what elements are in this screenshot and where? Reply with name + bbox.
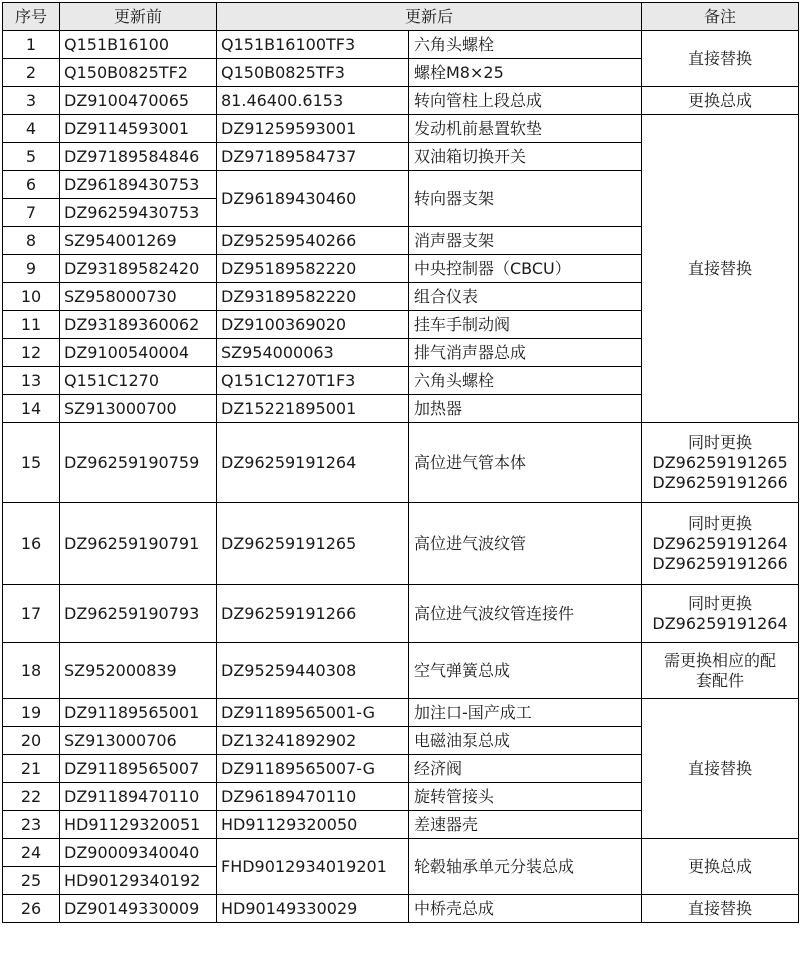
code-before: SZ913000700: [60, 395, 217, 423]
code-before: DZ91189565007: [60, 755, 217, 783]
code-before: Q151C1270: [60, 367, 217, 395]
row-index: 9: [3, 255, 60, 283]
table-row: [3, 585, 799, 643]
part-name: 高位进气波纹管连接件: [409, 585, 642, 643]
note-line: DZ96259191264: [652, 613, 788, 633]
code-after: DZ96259191264: [217, 423, 409, 503]
part-name: 高位进气管本体: [409, 423, 642, 503]
code-after: DZ95189582220: [217, 255, 409, 283]
code-after: HD91129320050: [217, 811, 409, 839]
code-before: DZ96259190759: [60, 423, 217, 503]
row-index: 8: [3, 227, 60, 255]
row-index: 2: [3, 59, 60, 87]
note-line: 同时更换: [688, 513, 753, 533]
part-name: 转向管柱上段总成: [409, 87, 642, 115]
note-cell: 直接替换: [642, 115, 799, 423]
table-row: [3, 115, 799, 143]
code-after: DZ96189430460: [217, 171, 409, 227]
header-note: 备注: [642, 3, 799, 31]
code-after: DZ13241892902: [217, 727, 409, 755]
code-before: Q150B0825TF2: [60, 59, 217, 87]
row-index: 1: [3, 31, 60, 59]
code-after: Q150B0825TF3: [217, 59, 409, 87]
code-before: DZ96259430753: [60, 199, 217, 227]
code-after: DZ93189582220: [217, 283, 409, 311]
code-after: DZ91259593001: [217, 115, 409, 143]
part-name: 电磁油泵总成: [409, 727, 642, 755]
row-index: 24: [3, 839, 60, 867]
part-name: 螺栓M8×25: [409, 59, 642, 87]
row-index: 20: [3, 727, 60, 755]
code-after: DZ95259540266: [217, 227, 409, 255]
note-line: DZ96259191264: [652, 533, 788, 553]
note-cell: 直接替换: [642, 699, 799, 839]
code-after: DZ9100369020: [217, 311, 409, 339]
row-index: 6: [3, 171, 60, 199]
table-row: [3, 895, 799, 923]
code-before: DZ96259190791: [60, 503, 217, 585]
part-name: 空气弹簧总成: [409, 643, 642, 699]
header-after: 更新后: [217, 3, 642, 31]
row-index: 22: [3, 783, 60, 811]
code-before: Q151B16100: [60, 31, 217, 59]
code-before: DZ97189584846: [60, 143, 217, 171]
note-cell: [642, 643, 799, 699]
code-before: DZ93189360062: [60, 311, 217, 339]
note-line: 需更换相应的配: [664, 650, 777, 670]
note-cell: 直接替换: [642, 895, 799, 923]
note-cell: [642, 503, 799, 585]
code-before: DZ90149330009: [60, 895, 217, 923]
code-before: DZ91189470110: [60, 783, 217, 811]
table-row: [3, 87, 799, 115]
code-before: DZ90009340040: [60, 839, 217, 867]
code-after: SZ954000063: [217, 339, 409, 367]
row-index: 7: [3, 199, 60, 227]
row-index: 10: [3, 283, 60, 311]
row-index: 18: [3, 643, 60, 699]
part-name: 发动机前悬置软垫: [409, 115, 642, 143]
code-before: DZ96189430753: [60, 171, 217, 199]
parts-update-table: [2, 2, 799, 923]
table-row: [3, 423, 799, 503]
note-cell: 更换总成: [642, 839, 799, 895]
part-name: 轮毂轴承单元分装总成: [409, 839, 642, 895]
part-name: 高位进气波纹管: [409, 503, 642, 585]
part-name: 旋转管接头: [409, 783, 642, 811]
code-after: DZ96259191265: [217, 503, 409, 585]
row-index: 4: [3, 115, 60, 143]
header-row: [3, 3, 799, 31]
row-index: 19: [3, 699, 60, 727]
note-line: 套配件: [696, 670, 745, 690]
part-name: 组合仪表: [409, 283, 642, 311]
part-name: 六角头螺栓: [409, 31, 642, 59]
row-index: 15: [3, 423, 60, 503]
code-after: DZ96189470110: [217, 783, 409, 811]
table-row: [3, 31, 799, 59]
note-cell: 直接替换: [642, 31, 799, 87]
code-before: SZ954001269: [60, 227, 217, 255]
note-line: DZ96259191266: [652, 553, 788, 573]
row-index: 21: [3, 755, 60, 783]
code-before: SZ952000839: [60, 643, 217, 699]
note-line: DZ96259191265: [652, 452, 788, 472]
row-index: 23: [3, 811, 60, 839]
note-cell: 更换总成: [642, 87, 799, 115]
table-row: [3, 839, 799, 867]
code-after: DZ97189584737: [217, 143, 409, 171]
code-after: Q151B16100TF3: [217, 31, 409, 59]
code-after: DZ91189565001-G: [217, 699, 409, 727]
note-line: 同时更换: [688, 432, 753, 452]
part-name: 挂车手制动阀: [409, 311, 642, 339]
part-name: 中桥壳总成: [409, 895, 642, 923]
code-after: DZ95259440308: [217, 643, 409, 699]
table-row: [3, 643, 799, 699]
header-before: 更新前: [60, 3, 217, 31]
note-cell: [642, 423, 799, 503]
part-name: 差速器壳: [409, 811, 642, 839]
part-name: 加热器: [409, 395, 642, 423]
code-before: DZ9114593001: [60, 115, 217, 143]
code-after: 81.46400.6153: [217, 87, 409, 115]
code-after: Q151C1270T1F3: [217, 367, 409, 395]
part-name: 消声器支架: [409, 227, 642, 255]
code-before: DZ96259190793: [60, 585, 217, 643]
code-after: DZ15221895001: [217, 395, 409, 423]
code-before: SZ958000730: [60, 283, 217, 311]
table-row: [3, 503, 799, 585]
table-row: [3, 699, 799, 727]
row-index: 17: [3, 585, 60, 643]
part-name: 加注口-国产成工: [409, 699, 642, 727]
code-before: DZ9100540004: [60, 339, 217, 367]
row-index: 5: [3, 143, 60, 171]
note-line: 同时更换: [688, 593, 753, 613]
part-name: 转向器支架: [409, 171, 642, 227]
code-before: DZ93189582420: [60, 255, 217, 283]
code-after: DZ96259191266: [217, 585, 409, 643]
code-before: HD91129320051: [60, 811, 217, 839]
code-before: SZ913000706: [60, 727, 217, 755]
code-before: DZ91189565001: [60, 699, 217, 727]
code-after: FHD9012934019201: [217, 839, 409, 895]
row-index: 3: [3, 87, 60, 115]
code-after: HD90149330029: [217, 895, 409, 923]
part-name: 经济阀: [409, 755, 642, 783]
row-index: 26: [3, 895, 60, 923]
row-index: 13: [3, 367, 60, 395]
code-before: HD90129340192: [60, 867, 217, 895]
row-index: 16: [3, 503, 60, 585]
part-name: 六角头螺栓: [409, 367, 642, 395]
code-after: DZ91189565007-G: [217, 755, 409, 783]
row-index: 11: [3, 311, 60, 339]
note-line: DZ96259191266: [652, 472, 788, 492]
row-index: 12: [3, 339, 60, 367]
row-index: 25: [3, 867, 60, 895]
row-index: 14: [3, 395, 60, 423]
part-name: 双油箱切换开关: [409, 143, 642, 171]
code-before: DZ9100470065: [60, 87, 217, 115]
note-cell: [642, 585, 799, 643]
part-name: 排气消声器总成: [409, 339, 642, 367]
header-index: 序号: [3, 3, 60, 31]
part-name: 中央控制器（CBCU）: [409, 255, 642, 283]
